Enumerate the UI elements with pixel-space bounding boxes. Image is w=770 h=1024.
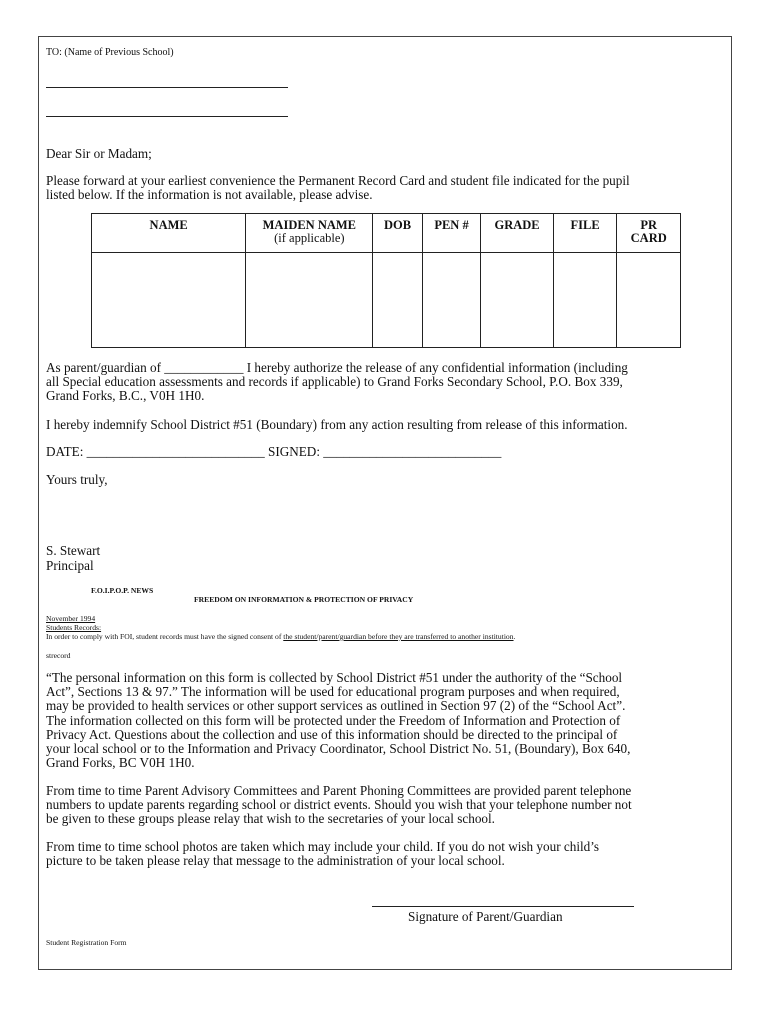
school-name-line-1[interactable] — [46, 87, 288, 88]
closing: Yours truly, — [46, 472, 108, 487]
cell-file[interactable] — [553, 253, 617, 348]
foipop-title: F.O.I.P.O.P. NEWS — [91, 586, 154, 595]
cell-dob[interactable] — [373, 253, 422, 348]
foipop-date: November 1994 — [46, 614, 96, 623]
cell-pr-card[interactable] — [617, 253, 681, 348]
col-grade: GRADE — [481, 214, 554, 253]
greeting: Dear Sir or Madam; — [46, 146, 152, 161]
committees-paragraph: From time to time Parent Advisory Committees and Parent Phoning Committees are provided parent telephone numbers to update parents regarding school or district events. Should you wish that your telephone number not be given to these groups please relay that wish to the secretaries of your local school. — [46, 783, 632, 827]
document-page — [38, 36, 732, 970]
cell-pen[interactable] — [422, 253, 480, 348]
cell-name[interactable] — [92, 253, 246, 348]
foipop-subtitle: FREEDOM ON INFORMATION & PROTECTION OF PRIVACY — [194, 595, 414, 604]
request-paragraph: Please forward at your earliest convenience the Permanent Record Card and student file indicated for the pupil listed below. If the information is not available, please advise. — [46, 173, 630, 203]
signatory-name: S. Stewart — [46, 543, 101, 558]
indemnify-statement: I hereby indemnify School District #51 (Boundary) from any action resulting from release of this information. — [46, 417, 628, 432]
signature-label: Signature of Parent/Guardian — [408, 909, 563, 924]
col-file: FILE — [553, 214, 617, 253]
table-row — [92, 253, 681, 348]
cell-maiden-name[interactable] — [246, 253, 373, 348]
col-pen: PEN # — [422, 214, 480, 253]
col-name: NAME — [92, 214, 246, 253]
foipop-records-label: Students Records: — [46, 623, 102, 632]
table-header-row — [92, 214, 681, 253]
photos-paragraph: From time to time school photos are taken which may include your child. If you do not wish your child’s picture to be taken please relay that message to the administration of your local school. — [46, 839, 600, 869]
authorization-paragraph: As parent/guardian of ____________ I hereby authorize the release of any confidential information (including all Special education assessments and records if applicable) to Grand Forks Secondary School, P.O. Box 339, Grand Forks, B.C., V0H 1H0. — [46, 360, 628, 404]
signature-line[interactable] — [372, 906, 634, 907]
school-name-line-2[interactable] — [46, 116, 288, 117]
footer-form-name: Student Registration Form — [46, 938, 127, 947]
col-dob: DOB — [373, 214, 422, 253]
col-pr-card: PR CARD — [617, 214, 681, 253]
foipop-note: In order to comply with FOI, student records must have the signed consent of the student/parent/guardian before they are transferred to another institution. — [46, 632, 516, 641]
cell-grade[interactable] — [481, 253, 554, 348]
to-label: TO: (Name of Previous School) — [46, 47, 174, 58]
date-signed-line[interactable]: DATE: ___________________________ SIGNED: ___________________________ — [46, 444, 502, 459]
privacy-paragraph: “The personal information on this form is collected by School District #51 under the authority of the “School Act”, Sections 13 & 97.” The information will be used for educational program purposes and when required, may be provided to health services or other support services as outlined in Section 97 (2) of the “School Act”. The information collected on this form will be protected under the Freedom of Information and Protection of Privacy Act. Questions about the collection and use of this information should be directed to the principal of your local school or to the Information and Privacy Coordinator, School District No. 51, (Boundary), Box 640, Grand Forks, BC V0H 1H0. — [46, 670, 631, 771]
signatory-title: Principal — [46, 558, 94, 573]
form-code: strecord — [46, 651, 71, 660]
student-record-table — [91, 213, 681, 348]
col-maiden-name: MAIDEN NAME (if applicable) — [246, 214, 373, 253]
